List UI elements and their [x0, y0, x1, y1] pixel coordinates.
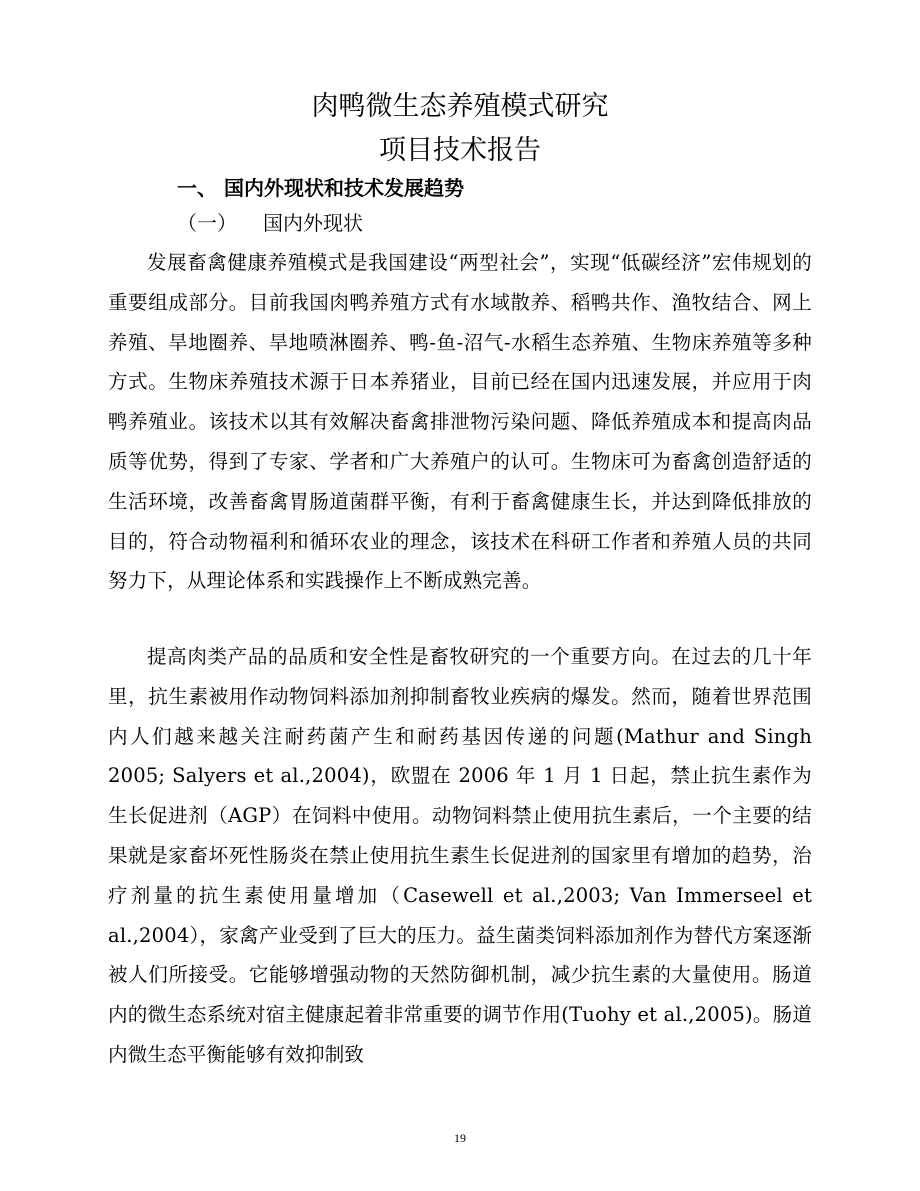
section-heading: 一、 国内外现状和技术发展趋势: [177, 176, 464, 200]
paragraph-1: 发展畜禽健康养殖模式是我国建设“两型社会”，实现“低碳经济”宏伟规划的重要组成部分。目前我国肉鸭养殖方式有水域散养、稻鸭共作、渔牧结合、网上养殖、旱地圈养、旱地喷淋圈养、鸭-鱼-沼气-水稻生态养殖、生物床养殖等多种方式。生物床养殖技术源于日本养猪业，目前已经在国内迅速发展，并应用于肉鸭养殖业。该技术以其有效解决畜禽排泄物污染问题、降低养殖成本和提高肉品质等优势，得到了专家、学者和广大养殖户的认可。生物床可为畜禽创造舒适的生活环境，改善畜禽胃肠道菌群平衡，有利于畜禽健康生长，并达到降低排放的目的，符合动物福利和循环农业的理念，该技术在科研工作者和养殖人员的共同努力下，从理论体系和实践操作上不断成熟完善。: [108, 251, 812, 593]
page-number: 19: [454, 1131, 466, 1145]
subsection-number: （一）: [177, 211, 237, 235]
subsection-title: 国内外现状: [263, 211, 363, 235]
document-subtitle: 项目技术报告: [379, 135, 541, 166]
paragraph-2: 提高肉类产品的品质和安全性是畜牧研究的一个重要方向。在过去的几十年里，抗生素被用作动物饲料添加剂抑制畜牧业疾病的爆发。然而，随着世界范围内人们越来越关注耐药菌产生和耐药基因传递的问题(Mathur and Singh 2005; Salyers et al.,2004)，欧盟在 2006 年 1 月 1 日起，禁止抗生素作为生长促进剂（AGP）在饲料中使用。动物饲料禁止使用抗生素后，一个主要的结果就是家畜坏死性肠炎在禁止使用抗生素生长促进剂的国家里有增加的趋势，治疗剂量的抗生素使用量增加（Casewell et al.,2003; Van Immerseel et al.,2004），家禽产业受到了巨大的压力。益生菌类饲料添加剂作为替代方案逐渐被人们所接受。它能够增强动物的天然防御机制，减少抗生素的大量使用。肠道内的微生态系统对宿主健康起着非常重要的调节作用(Tuohy et al.,2005)。肠道内微生态平衡能够有效抑制致: [108, 645, 812, 1066]
document-title: 肉鸭微生态养殖模式研究: [311, 91, 609, 122]
subsection-heading: [177, 209, 363, 237]
